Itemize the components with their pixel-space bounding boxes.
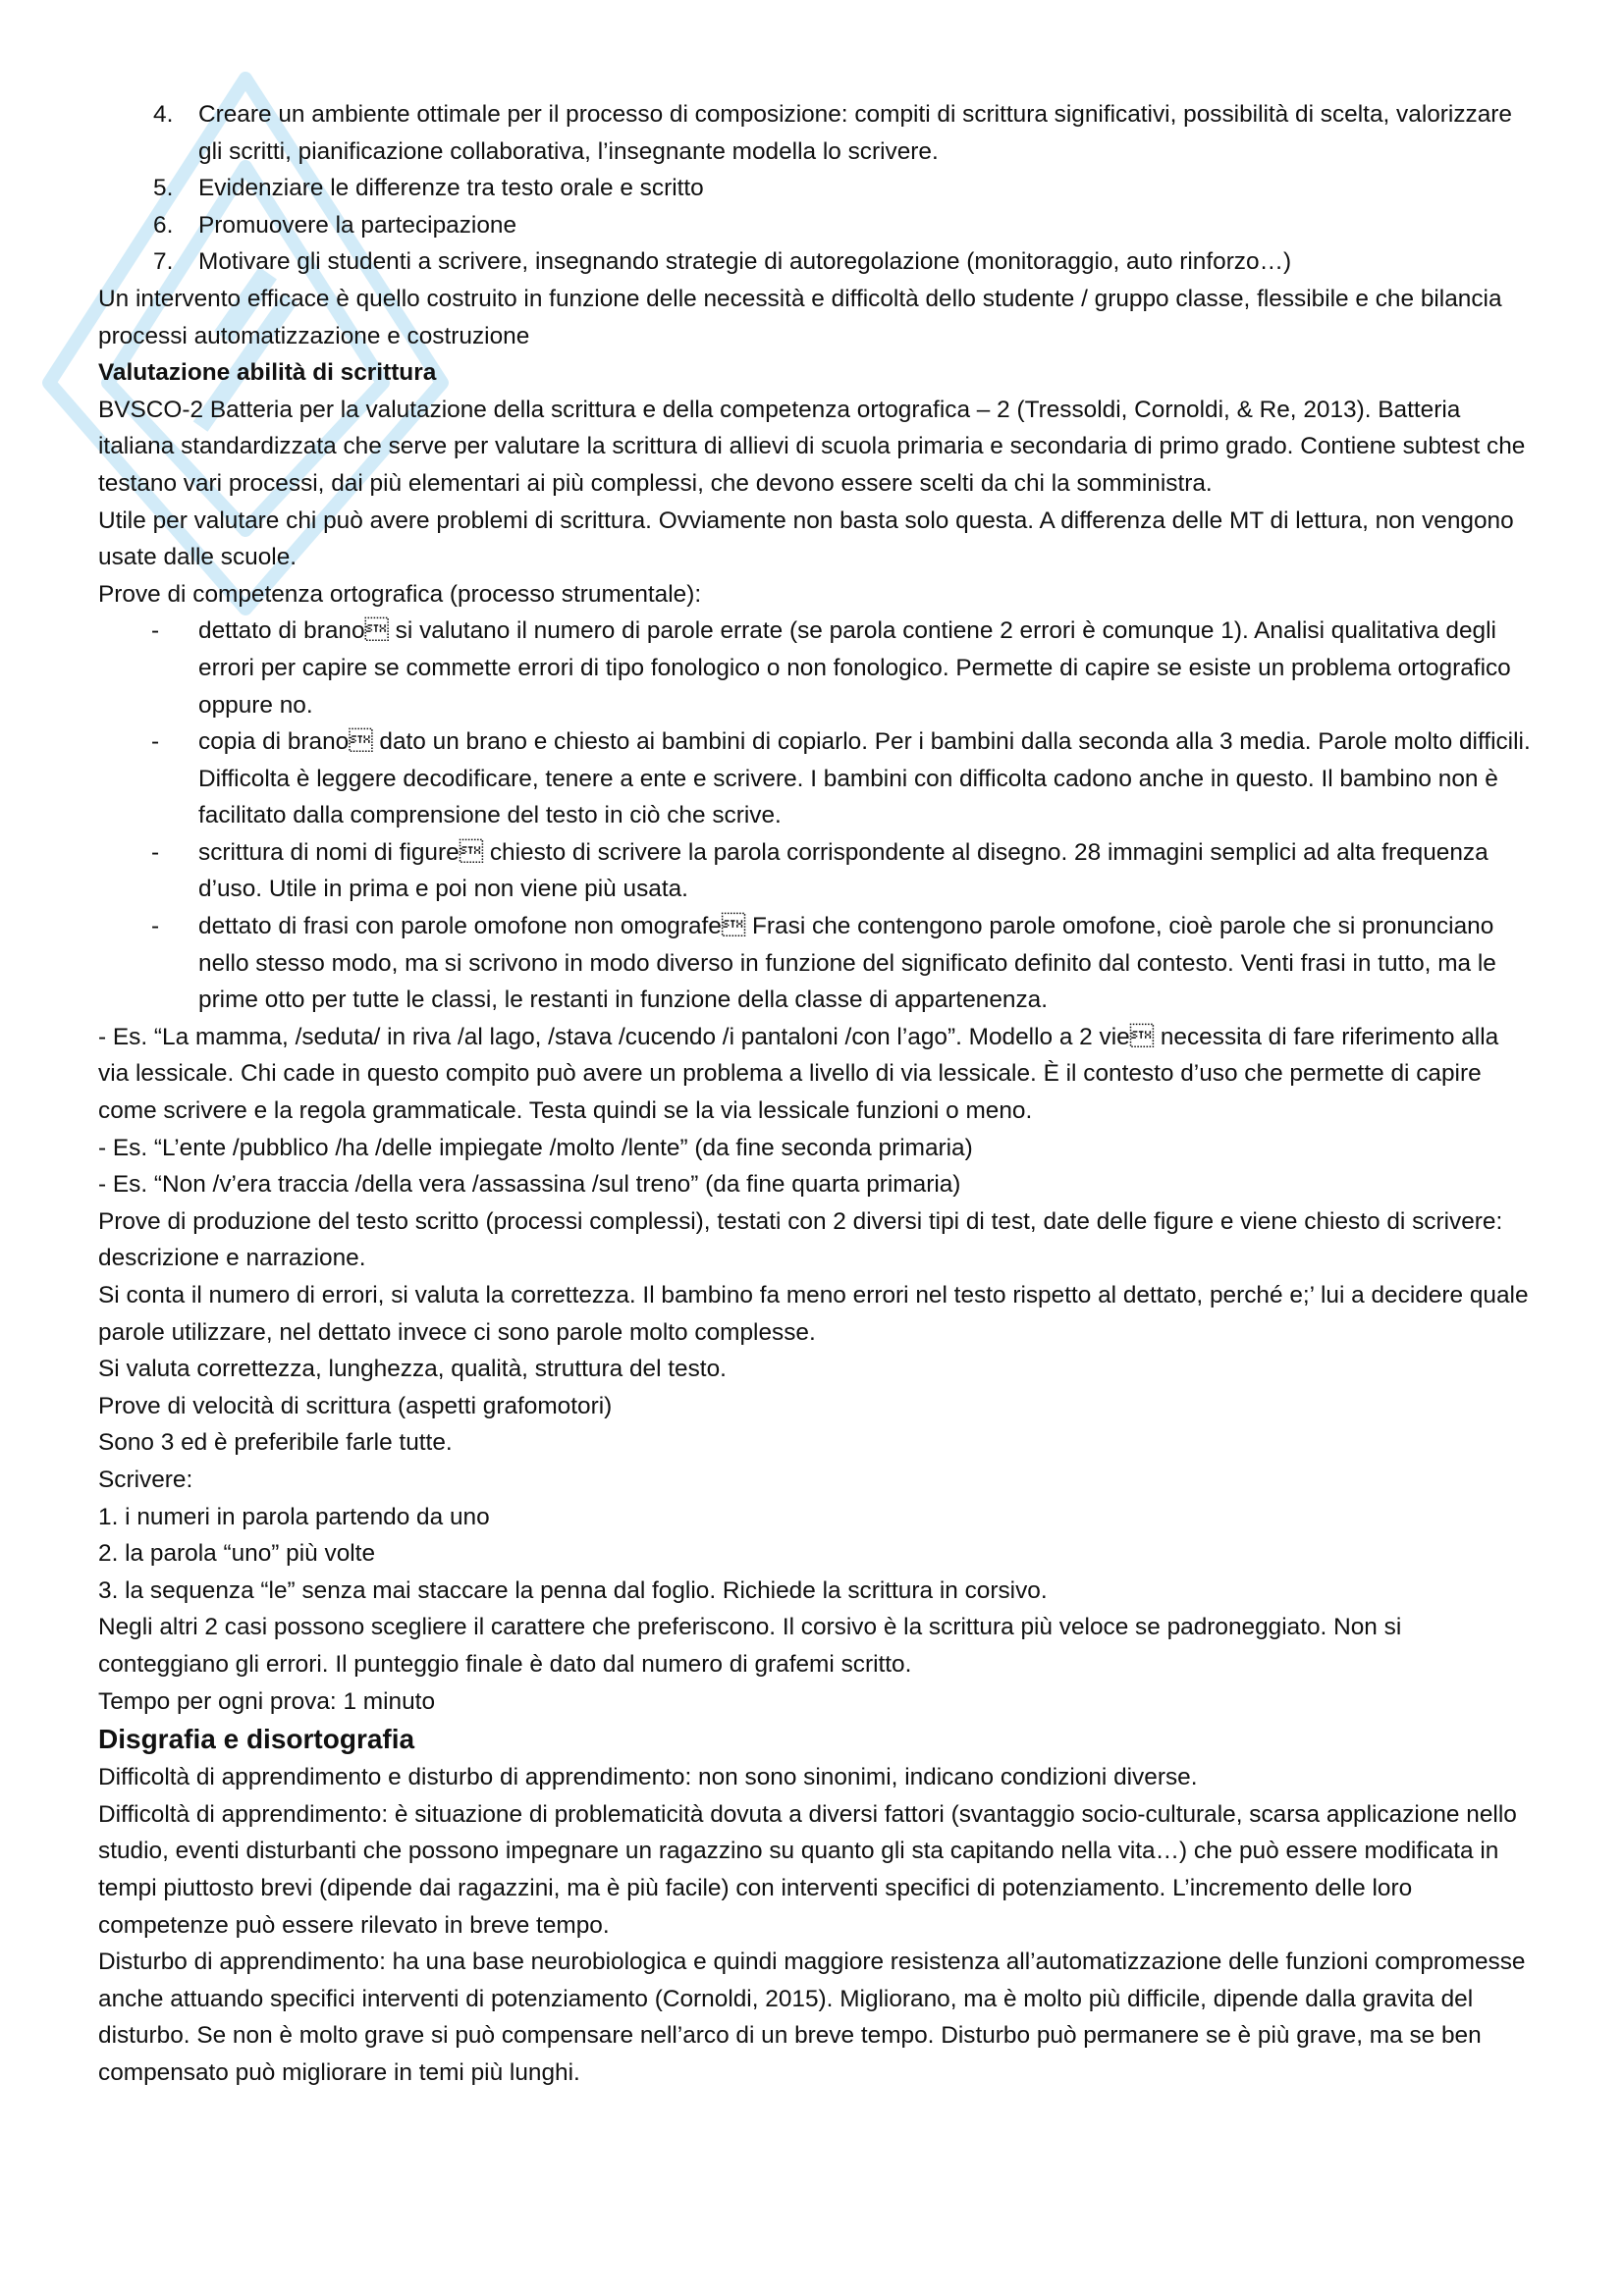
list-text: copia di brano dato un brano e chiesto ai bambini di copiarlo. Per i bambini dalla seconda alla 3 media. Parole molto difficili. Difficolta è leggere decodificare, tenere a ente e scrivere. I bambini con difficolta cadono anche in questo. Il bambino non è facilitato dalla comprensione del testo in ciò che scrive. (198, 728, 1531, 829)
step-item: 3. la sequenza “le” senza mai staccare la penna dal foglio. Richiede la scrittura in corsivo. (98, 1576, 1048, 1604)
list-number: 7. (153, 248, 174, 276)
prove-list (98, 613, 1532, 1019)
paragraph-scrivere: Scrivere: (98, 1466, 193, 1493)
step-item: 2. la parola “uno” più volte (98, 1540, 376, 1568)
paragraph-disgrafia-3: Disturbo di apprendimento: ha una base neurobiologica e quindi maggiore resistenza all’automatizzazione delle funzioni compromesse anche attuando specifici interventi di potenziamento (Cornoldi, 2015). Migliorano, ma è molto più difficile, dipende dalla gravita del disturbo. Se non è molto grave si può compensare nell’arco di un breve tempo. Disturbo può permanere se è più grave, ma se ben compensato può migliorare in temi più lunghi. (98, 1949, 1526, 2086)
list-text: dettato di brano si valutano il numero di parole errate (se parola contiene 2 errori è comunque 1). Analisi qualitativa degli errori per capire se commette errori di tipo fonologico o non fonologico. Permette di capire se esiste un problema ortografico oppure no. (198, 617, 1511, 719)
paragraph-intervento: Un intervento efficace è quello costruito in funzione delle necessità e difficoltà dello studente / gruppo classe, flessibile e che bilancia processi automatizzazione e costruzione (98, 285, 1502, 349)
list-text: Creare un ambiente ottimale per il processo di composizione: compiti di scrittura significativi, possibilità di scelta, valorizzare gli scritti, pianificazione collaborativa, l’insegnante modella lo scrivere. (198, 101, 1512, 165)
paragraph-disgrafia-2: Difficoltà di apprendimento: è situazione di problematicità dovuta a diversi fattori (svantaggio socio-culturale, scarsa applicazione nello studio, eventi disturbanti che possono impegnare un ragazzino su quanto gli sta capitando nella vita…) che può essere modificata in tempi piuttosto brevi (dipende dai ragazzini, ma è più facile) con interventi specifici di potenziamento. L’incremento delle loro competenze può essere rilevato in breve tempo. (98, 1800, 1517, 1939)
paragraph-example-3: - Es. “Non /v’era traccia /della vera /assassina /sul treno” (da fine quarta primaria) (98, 1171, 961, 1199)
list-item (98, 243, 1532, 281)
list-number: 5. (153, 175, 174, 202)
list-item (98, 834, 1532, 908)
step-item: 1. i numeri in parola partendo da uno (98, 1503, 490, 1530)
list-number: 6. (153, 211, 174, 239)
list-text: Promuovere la partecipazione (198, 211, 517, 239)
heading-valutazione: Valutazione abilità di scrittura (98, 359, 437, 387)
intro-list (98, 96, 1532, 281)
list-number: 4. (153, 101, 174, 128)
paragraph-errori: Si conta il numero di errori, si valuta la correttezza. Il bambino fa meno errori nel testo rispetto al dettato, perché e;’ lui a decidere quale parole utilizzare, nel dettato invece ci sono parole molto complesse. (98, 1282, 1529, 1346)
paragraph-disgrafia-1: Difficoltà di apprendimento e disturbo di apprendimento: non sono sinonimi, indicano condizioni diverse. (98, 1764, 1198, 1791)
paragraph-prove-intro: Prove di competenza ortografica (processo strumentale): (98, 580, 702, 608)
paragraph-altri: Negli altri 2 casi possono scegliere il carattere che preferiscono. Il corsivo è la scrittura più veloce se padroneggiato. Non si conteggiano gli errori. Il punteggio finale è dato dal numero di grafemi scritto. (98, 1614, 1402, 1678)
heading-disgrafia: Disgrafia e disortografia (98, 1724, 415, 1755)
list-item (98, 170, 1532, 207)
list-text: Evidenziare le differenze tra testo orale e scritto (198, 175, 704, 202)
dash-bullet: - (151, 913, 160, 940)
dash-bullet: - (151, 728, 160, 756)
list-item (98, 908, 1532, 1019)
paragraph-bvsco: BVSCO-2 Batteria per la valutazione della scrittura e della competenza ortografica – 2 (Tressoldi, Cornoldi, & Re, 2013). Batteria italiana standardizzata che serve per valutare la scrittura di allievi di scuola primaria e secondaria di primo grado. Contiene subtest che testano vari processi, dai più elementari ai più complessi, che devono essere scelti da chi la somministra. (98, 396, 1526, 497)
dash-bullet: - (151, 617, 160, 645)
list-text: scrittura di nomi di figure chiesto di scrivere la parola corrispondente al disegno. 28 immagini semplici ad alta frequenza d’uso. Utile in prima e poi non viene più usata. (198, 838, 1489, 903)
list-item (98, 96, 1532, 170)
paragraph-produzione: Prove di produzione del testo scritto (processi complessi), testati con 2 diversi tipi di test, date delle figure e viene chiesto di scrivere: descrizione e narrazione. (98, 1207, 1503, 1272)
paragraph-example-1: - Es. “La mamma, /seduta/ in riva /al lago, /stava /cucendo /i pantaloni /con l’ago”. Modello a 2 vie necessita di fare riferimento alla via lessicale. Chi cade in questo compito può avere un problema a livello di via lessicale. È il contesto d’uso che permette di capire come scrivere e la regola grammaticale. Testa quindi se la via lessicale funzioni o meno. (98, 1023, 1499, 1125)
list-text: Motivare gli studenti a scrivere, insegnando strategie di autoregolazione (monitoraggio, auto rinforzo…) (198, 248, 1292, 276)
list-item (98, 207, 1532, 244)
list-item (98, 723, 1532, 834)
list-text: dettato di frasi con parole omofone non omografe Frasi che contengono parole omofone, cioè parole che si pronunciano nello stesso modo, ma si scrivono in modo diverso in funzione del significato definito dal contesto. Venti frasi in tutto, ma le prime otto per tutte le classi, le restanti in funzione della classe di appartenenza. (198, 913, 1496, 1014)
paragraph-valuta: Si valuta correttezza, lunghezza, qualità, struttura del testo. (98, 1356, 727, 1383)
paragraph-sono3: Sono 3 ed è preferibile farle tutte. (98, 1429, 453, 1457)
paragraph-utile: Utile per valutare chi può avere problemi di scrittura. Ovviamente non basta solo questa. A differenza delle MT di lettura, non vengono usate dalle scuole. (98, 507, 1514, 571)
paragraph-tempo: Tempo per ogni prova: 1 minuto (98, 1687, 436, 1715)
list-item (98, 613, 1532, 723)
paragraph-velocita: Prove di velocità di scrittura (aspetti grafomotori) (98, 1392, 613, 1419)
document-page (98, 96, 1532, 2091)
dash-bullet: - (151, 838, 160, 866)
paragraph-example-2: - Es. “L’ente /pubblico /ha /delle impiegate /molto /lente” (da fine seconda primaria) (98, 1134, 973, 1161)
